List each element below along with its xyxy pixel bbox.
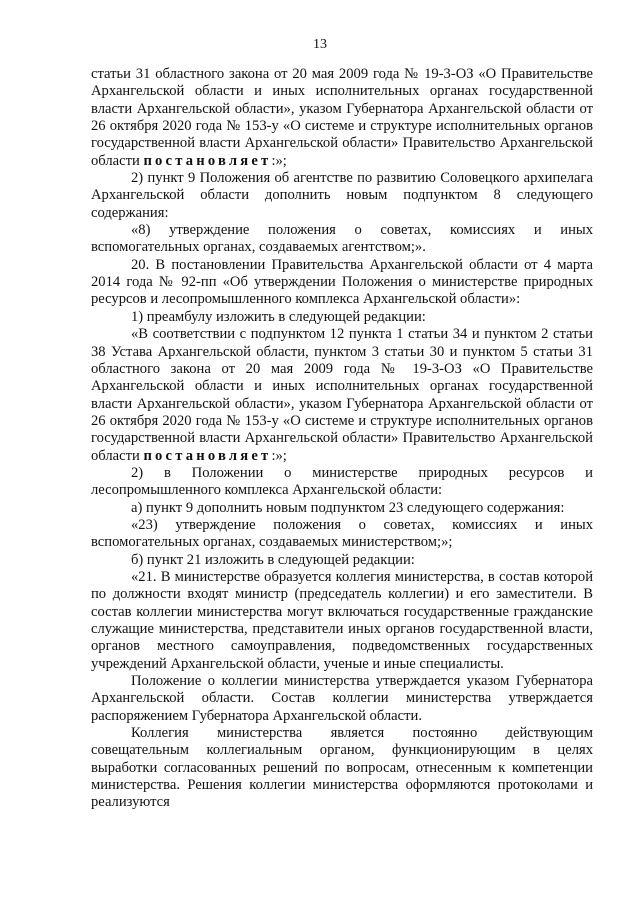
paragraph-section-20: 20. В постановлении Правительства Архангельской области от 4 марта 2014 года № 92-пп «Об утверждении Положения о министерстве природных ресурсов и лесопромышленного комплекса Архангельской области»: xyxy=(91,256,593,308)
paragraph-text: «В соответствии с подпунктом 12 пункта 1 статьи 34 и пунктом 2 статьи 38 Устава Архангельской области, пунктом 3 статьи 30 и пунктом 5 статьи 31 областного закона от 20 мая 2009 года № 19-3-ОЗ «О Правительстве Архангельской области и иных исполнительных органах государственной власти Архангельской области», указом Губернатора Архангельской области от 26 октября 2020 года № 153-у «О системе и структуре исполнительных органов государственной власти Архангельской области» Правительство Архангельской области xyxy=(91,326,593,464)
paragraph-tail: :»; xyxy=(271,447,287,464)
paragraph-item-2: 2) пункт 9 Положения об агентстве по развитию Соловецкого архипелага Архангельской области дополнить новым подпунктом 8 следующего содержания: xyxy=(91,170,593,221)
page-number: 13 xyxy=(313,37,327,52)
emphasized-word: постановляет xyxy=(143,447,272,464)
paragraph-subitem-8: «8) утверждение положения о советах, комиссиях и иных вспомогательных органах, создаваемых агентством;». xyxy=(91,222,593,256)
paragraph-point-21: «21. В министерстве образуется коллегия министерства, в состав которой по должности входят министр (председатель коллегии) и его заместители. В состав коллегии министерства могут включаться государственные гражданские служащие министерства, представители иных органов государственной власти, органов местного самоуправления, подведомственных государственных учреждений Архангельской области, ученые и иные специалисты. xyxy=(91,568,593,672)
paragraph-collegium-description: Коллегия министерства является постоянно действующим совещательным коллегиальным органом, функционирующим в целях выработки согласованных решений по вопросам, отнесенным к компетенции министерства. Решения коллегии министерства оформляются протоколами и реализуются xyxy=(91,725,593,811)
paragraph-tail: :»; xyxy=(271,152,287,169)
emphasized-word: постановляет xyxy=(143,152,272,169)
paragraph-item-1: 1) преамбулу изложить в следующей редакции: xyxy=(131,308,426,325)
paragraph-preamble-end xyxy=(91,66,593,170)
paragraph-subitem-a: а) пункт 9 дополнить новым подпунктом 23 следующего содержания: xyxy=(131,499,565,516)
paragraph-item-2-regulation: 2) в Положении о министерстве природных ресурсов и лесопромышленного комплекса Архангельской области: xyxy=(91,464,593,499)
paragraph-subitem-23: «23) утверждение положения о советах, комиссиях и иных вспомогательных органах, создаваемых министерством;»; xyxy=(91,516,593,551)
paragraph-subitem-b: б) пункт 21 изложить в следующей редакции: xyxy=(131,551,415,568)
paragraph-collegium-regulation: Положение о коллегии министерства утверждается указом Губернатора Архангельской области. Состав коллегии министерства утверждается распоряжением Губернатора Архангельской области. xyxy=(91,673,593,724)
paragraph-text: статьи 31 областного закона от 20 мая 2009 года № 19-3-ОЗ «О Правительстве Архангельской области и иных исполнительных органах государственной власти Архангельской области», указом Губернатора Архангельской области от 26 октября 2020 года № 153-у «О системе и структуре исполнительных органов государственной власти Архангельской области» Правительство Архангельской области xyxy=(91,66,593,169)
paragraph-preamble-quote xyxy=(91,326,593,465)
document-body xyxy=(91,66,593,812)
